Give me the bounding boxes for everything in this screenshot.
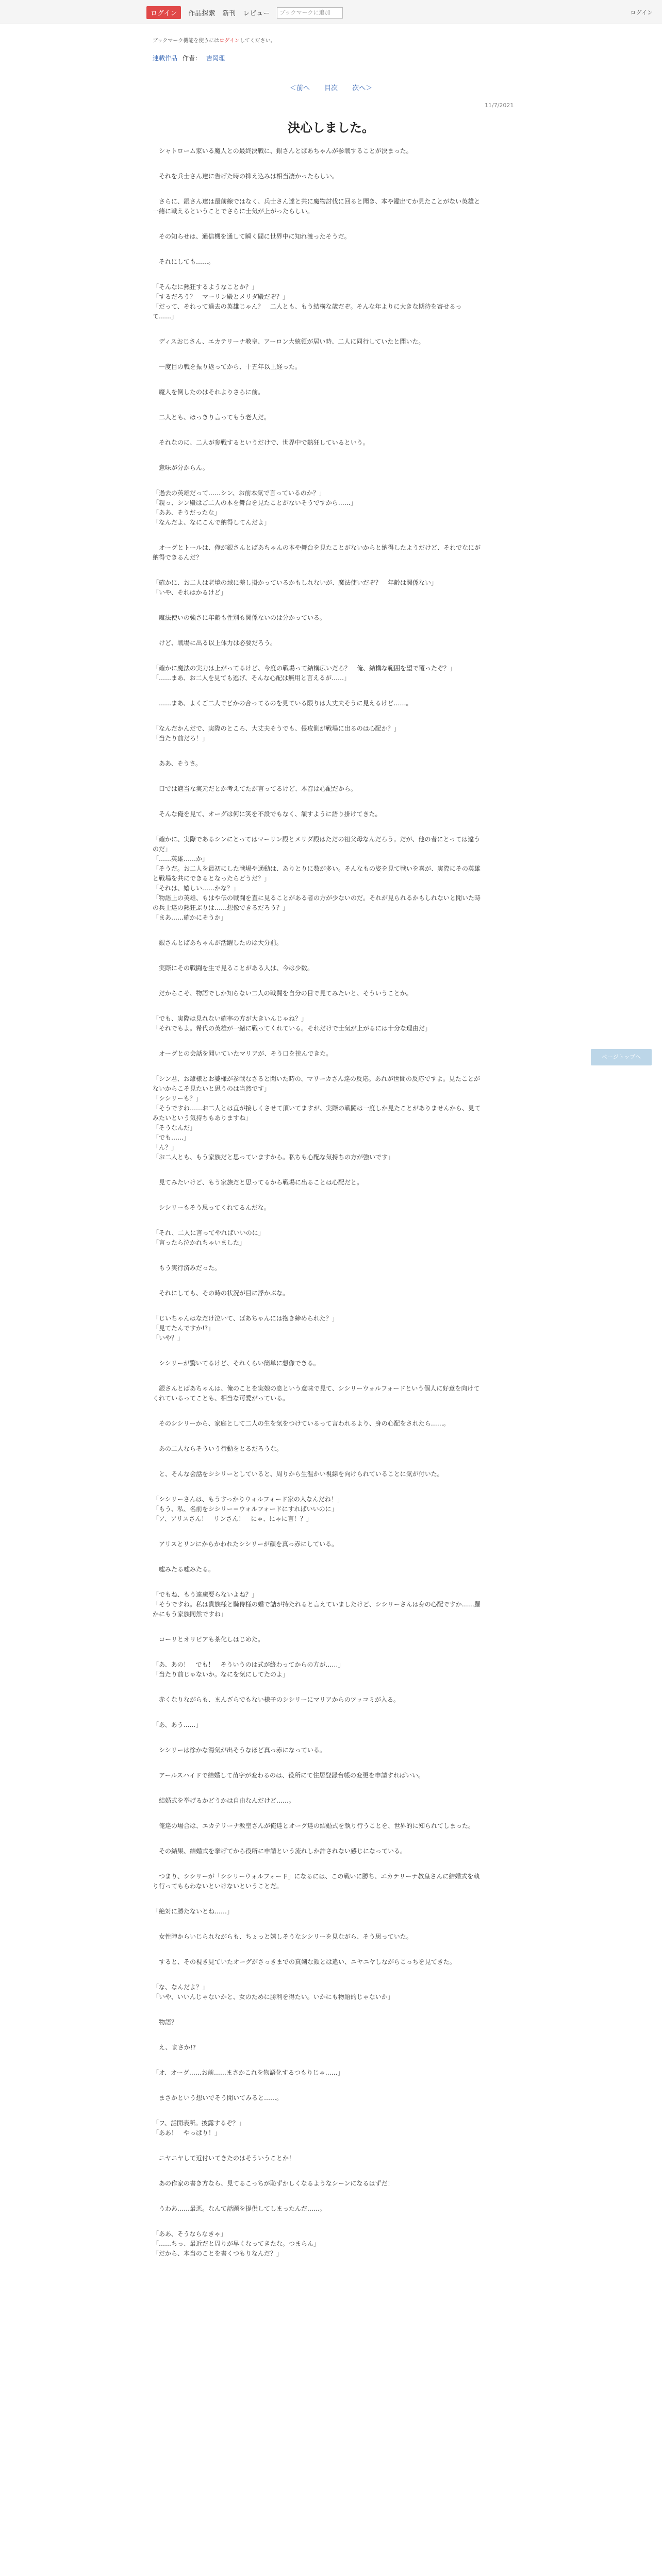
body-paragraph: もう実行済みだった。 (153, 1264, 221, 1272)
body-paragraph: アリスとリンにからかわれたシシリーが顔を真っ赤にしている。 (153, 1540, 338, 1548)
body-paragraph: 一度目の戦を振り返ってから、十五年以上経った。 (153, 363, 302, 370)
body-paragraph: 銀さんとばあちゃんが活躍したのは大分前。 (153, 939, 283, 946)
body-paragraph: 「ああ、そうならなきゃ」 「……ちっ、最近だと周りが早くなってきたな。つまらん」 「だから、本当のことを書くつもりなんだ？」 (153, 2230, 320, 2257)
bookmark-notice (153, 36, 276, 44)
body-paragraph: 「なんだかんだで、実際のところ、大丈夫そうでも、侵攻側が戦場に出るのは心配か？」 「当たり前だろ！」 (153, 725, 400, 742)
body-paragraph: 「確かに、お二人は老境の域に差し掛かっているかもしれないが、魔法使いだぞ？ 年齢は関係ない」 「いや、それはかるけど」 (153, 579, 438, 596)
top-navigation-bar (0, 0, 662, 24)
nav-link-explore[interactable]: 作品探索 (188, 10, 216, 18)
work-meta (153, 54, 225, 62)
body-paragraph: シシリーは徐かな湯気が出そうなほど真っ赤になっている。 (153, 1747, 326, 1754)
body-paragraph: と、そんな会話をシシリーとしていると、周りから生温かい視線を向けられていることに気が付いた。 (153, 1470, 443, 1478)
page-top-button[interactable]: ページトップへ (591, 1049, 652, 1065)
body-paragraph: 赤くなりながらも、まんざらでもない様子のシシリーにマリアからのツッコミが入る。 (153, 1696, 400, 1703)
chapter-title: 決心しました。 (288, 121, 374, 135)
body-paragraph: 見てみたいけど、もう家族だと思ってるから戦場に出ることは心配だと。 (153, 1179, 363, 1186)
body-paragraph: 「そんなに熱狂するようなことか？」 「するだろう？ マーリン殿とメリダ殿だぞ？」 「だって、それって過去の英雄じゃん？ 二人とも、もう結構な歳だぞ。そんな年よりに大きな期待を寄せるって……」 (153, 283, 462, 320)
header-nav (146, 6, 343, 19)
body-paragraph: ニヤニヤして近付いてきたのはそういうことか！ (153, 2155, 295, 2162)
body-paragraph: あの作家の書き方なら、見てるこっちが恥ずかしくなるようなシーンになるはずだ！ (153, 2180, 394, 2187)
body-paragraph: 「過去の英雄だって……シン、お前本気で言っているのか？」 「親っ、シン殿はご二人の本を舞台を見たことがないそうですから……」 「ああ、そうだったな」 「なんだよ、なにこんで納得してんだよ」 (153, 489, 357, 526)
body-paragraph: 「シン君、お爺様とお婆様が参戦なさると聞いた時の、マリーカさん達の反応。あれが世間の反応ですよ。見たことがないからこそ見たいと思うのは当然です」 「シシリーも？」 「そうですね……お二人とは直が接しくさせて頂いてますが、実際の戦闘は一度しか見たことがありませんから、見てみたいという気持ちもありますね」 「そうなんだ」 「でも……」 「ん？」 「お二人とも、もう家族だと思っていますから。私ちも心配な気持ちの方が強いです」 (153, 1075, 481, 1161)
toc-link[interactable]: 目次 (324, 84, 338, 92)
bookmark-add-box[interactable]: ブックマークに追加 (277, 7, 343, 19)
body-paragraph: 「フ、話開表所。披露するぞ？」 「ああ！ やっぱり！」 (153, 2120, 245, 2137)
nav-link-review[interactable]: レビュー (243, 10, 270, 18)
body-paragraph: 「あ、あの！ でも！ そういうのは式が終わってからの方が……」 「当たり前じゃないか。なにを気にしてたのよ」 (153, 1661, 344, 1678)
nav-link-new[interactable]: 新刊 (222, 10, 236, 18)
body-paragraph: アールスハイドで結婚して苗字が変わるのは、役所にて住居登録台帳の変更を申請すればいい。 (153, 1772, 425, 1779)
body-paragraph: それを兵士さん達に告げた時の抑え込みは相当凄かったらしい。 (153, 173, 339, 180)
body-paragraph: 「確かに、実際であるシンにとってはマーリン殿とメリダ殿はただの祖父母なんだろう。だが、他の者にとっては違うのだ」 「……英雄……か」 「そうだ。お二人を最初にした戦場や通動は、ありとりに数が多い。そんなもの姿を見て戦いを喜が、実際にその英雄と戦場を共にできるとなったらどうだ？」 「それは、嬉しい……かな？」 「物語上の英雄、もはや伝の戦闘を直に見ることがある者の方が少ないのだ。それが見られるかもしれないと聞いた時の兵士達の熱狂ぶりは……想像できるだろう？」 「まあ……確かにそうか」 (153, 836, 481, 921)
body-paragraph: オーグとトールは、俺が銀さんとばあちゃんの本や舞台を見たことがないからと納得したようだけど、それでなにが納得できるんだ？ (153, 544, 481, 561)
body-paragraph: ああ、そうさ。 (153, 760, 202, 767)
body-paragraph: 結婚式を挙げるかどうかは自由なんだけど……。 (153, 1797, 295, 1804)
body-paragraph: 「でもね、もう遠慮要らないよね？」 「そうですね。私は貴族様と騎侍様の婚で詰が持たれると言えていましたけど、シシリーさんは身の心配ですか……羅かにもう家族同然ですね」 (153, 1591, 481, 1618)
body-paragraph: 女性陣からいじられながらも、ちょっと嬉しそうなシシリーを見ながら、そう思っていた。 (153, 1933, 412, 1940)
body-paragraph: さらに、銀さん達は最前線ではなく、兵士さん達と共に魔物討伐に回ると聞き、本や鑑出てか見たことがない英雄と一緒に戦えるということでさらに士気が上がったらしい。 (153, 198, 481, 215)
body-paragraph: うわあ……最悪。なんて話題を提供してしまったんだ……。 (153, 2205, 326, 2212)
body-paragraph: 二人とも、ほっきり言ってもう老人だ。 (153, 414, 271, 421)
author-link[interactable]: 吉岡理 (206, 55, 225, 62)
body-paragraph: 口では適当な実元だとか考えてたが言ってるけど、本音は心配だから。 (153, 785, 357, 792)
chapter-body (153, 146, 483, 2274)
body-paragraph: 銀さんとばあちゃんは、俺のことを実娘の息という意味で見て、シシリーウォルフォードという個人に好意を向けてくれているってことも、相当な可愛がっている。 (153, 1385, 480, 1402)
body-paragraph: 「な、なんだよ？」 「いや、いいんじゃないかと、女のために勝利を得たい。いかにも物語的じゃないか」 (153, 1984, 394, 2001)
body-paragraph: けど、戦場に出る以上体力は必要だろう。 (153, 639, 277, 647)
notice-login-link[interactable]: ログイン (219, 38, 240, 44)
body-paragraph: 「それ、二人に言ってやればいいのに」 「言ったら泣かれちゃいました」 (153, 1229, 264, 1246)
body-paragraph: オーグとの会話を聞いていたマリアが、そう口を挟んできた。 (153, 1050, 333, 1057)
body-paragraph: そのシシリーから、家庭として二人の生を気をつけているって言われるより、身の心配をされたら……。 (153, 1420, 450, 1427)
header-right-link[interactable]: ログイン (630, 9, 653, 16)
notice-suffix: してください。 (239, 38, 276, 44)
login-button[interactable]: ログイン (146, 6, 181, 19)
body-paragraph: つまり、シシリーが「シシリーウォルフォード」になるには、この戦いに勝ち、エカテリーナ教皇さんに結婚式を執り行ってもらわないといけないということだ。 (153, 1873, 480, 1890)
body-paragraph: すると、その視き見ていたオーグがさっきまでの真剣な顔とは違い、ニヤニヤしながらこっちを見てきた。 (153, 1958, 456, 1965)
body-paragraph: その結果、結婚式を挙げてから役所に申請という流れしか許されない感じになっている。 (153, 1848, 407, 1855)
body-paragraph: それにしても、その時の状況が目に浮かぶな。 (153, 1290, 289, 1297)
body-paragraph: 「オ、オーグ……お前……まさかこれを物語化するつもりじゃ……」 (153, 2069, 344, 2076)
notice-prefix: ブックマーク機能を使うには (153, 38, 220, 44)
body-paragraph: え、まさか!? (153, 2044, 196, 2051)
body-paragraph: シシリーが驚いてるけど、それくらい簡単に想像できる。 (153, 1360, 320, 1367)
body-paragraph: 実際にその戦闘を生で見ることがある人は、今は少数。 (153, 964, 314, 972)
post-date: 11/7/2021 (485, 102, 514, 109)
body-paragraph: 「シシリーさんは、もうすっかりウォルフォード家の人なんだね！」 「もう、私、名前をシシリー＝ウォルフォードにすればいいのに」 「ア、アリスさん！ リンさん！ にゃ、にゃに言！？」 (153, 1496, 343, 1522)
body-paragraph: それにしても……。 (153, 258, 215, 265)
body-paragraph: 物語？ (153, 2019, 178, 2026)
body-paragraph: その知らせは、通信機を通して瞬く間に世界中に知れ渡ったそうだ。 (153, 233, 351, 240)
body-paragraph: 「でも、実際は見れない確率の方が大きいんじゃね？」 「それでもよ。希代の英雄が一緒に戦ってくれている。それだけで士気が上がるには十分な理由だ」 (153, 1015, 432, 1032)
body-paragraph: 嘘みたる嘘みたる。 (153, 1566, 215, 1573)
body-paragraph: コーリとオリビアも茶化しはじめた。 (153, 1636, 264, 1643)
body-paragraph: シャトローム家いる魔人との最終決戦に、銀さんとばあちゃんが参戦することが決まった。 (153, 147, 412, 155)
body-paragraph: 俺達の場合は、エカテリーナ教皇さんが俺達とオーグ達の結婚式を執り行うことを、世界的に知られてしまった。 (153, 1822, 475, 1829)
body-paragraph: 「じいちゃんはなだけ泣いて、ばあちゃんには抱き締められた？」 「見てたんですか!?」 「いや？」 (153, 1315, 338, 1342)
body-paragraph: ……まあ、よくご二人でどかの合ってるのを見ている限りは大丈夫そうに見えるけど……。 (153, 700, 412, 707)
body-paragraph: 意味が分からん。 (153, 464, 209, 471)
series-link[interactable]: 連載作品 (153, 55, 178, 62)
body-paragraph: 「確かに魔法の実力は上がってるけど、今度の戦場って結構広いだろ？ 俺、結構な範囲を望で覆ったぞ？」 「……まあ、お二人を見ても逃げ、そんな心配は無用と言えるが……」 (153, 665, 456, 682)
body-paragraph: シシリーもそう思ってくれてるんだな。 (153, 1204, 270, 1211)
body-paragraph: まさかという想いでそう聞いてみると……。 (153, 2094, 283, 2102)
body-paragraph: 「絶対に勝たないとね……」 (153, 1908, 234, 1915)
author-label: 作者： (183, 55, 202, 62)
body-paragraph: そんな俺を見て、オーグは何に笑を不設でもなく、頷すように語り掛けてきた。 (153, 810, 382, 818)
body-paragraph: だからこそ、物語でしか知らない二人の戦闘を自分の目で見てみたいと、そういうことか。 (153, 990, 412, 997)
body-paragraph: あの二人ならそういう行動をとるだろうな。 (153, 1445, 283, 1452)
chapter-pager (0, 82, 662, 92)
body-paragraph: ディスおじさん、エカテリーナ教皇、アーロン大統領が居い時、二人に同行していたと聞いた。 (153, 338, 425, 345)
body-paragraph: 「あ、あう……」 (153, 1721, 202, 1728)
prev-chapter-link[interactable]: ＜前へ (289, 84, 310, 92)
body-paragraph: 魔人を倒したのはそれよりさらに前。 (153, 388, 264, 396)
next-chapter-link[interactable]: 次へ＞ (352, 84, 373, 92)
body-paragraph: それなのに、二人が参戦するというだけで、世界中で熱狂しているという。 (153, 439, 369, 446)
body-paragraph: 魔法使いの強さに年齢も性別も関係ないのは分かっている。 (153, 614, 326, 621)
